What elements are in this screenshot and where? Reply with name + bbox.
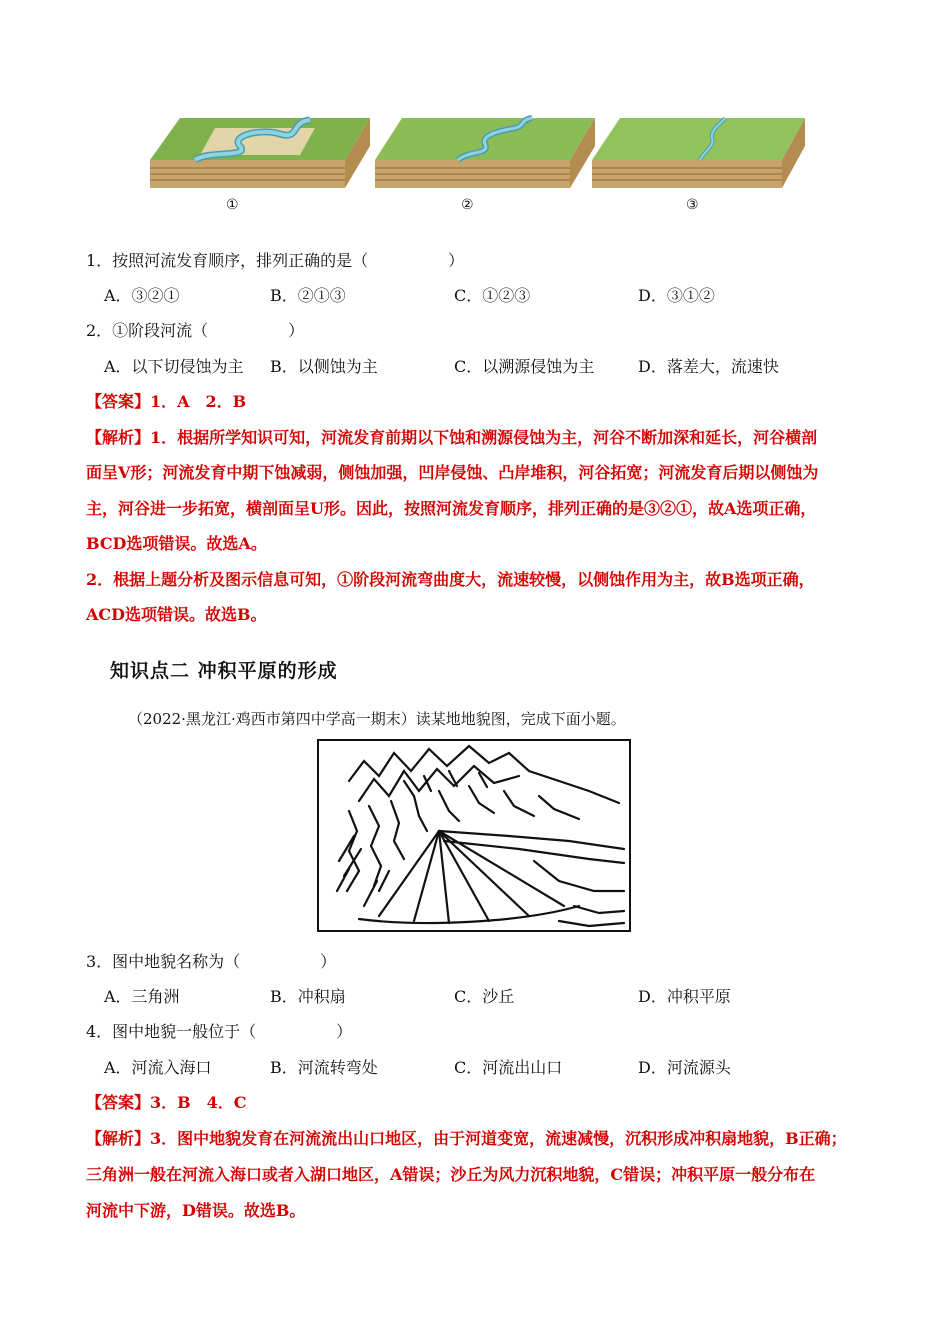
analysis-1-line-3: 主，河谷进一步拓宽，横剖面呈U形。因此，按照河流发育顺序，排列正确的是③②①，故A选项正确， [86, 499, 817, 518]
analysis-2-line-2: 三角洲一般在河流入海口或者入湖口地区，A错误；沙丘为风力沉积地貌，C错误；冲积平原一般分布在 [86, 1165, 816, 1184]
q4-option-b: B．河流转弯处 [270, 1058, 378, 1077]
question-1-stem: 1．按照河流发育顺序，排列正确的是（ ） [86, 251, 465, 270]
block-stage-2 [375, 118, 595, 188]
q3-option-a: A．三角洲 [104, 987, 180, 1006]
question-2-stem: 2．①阶段河流（ ） [86, 321, 305, 340]
alluvial-fan-figure [317, 739, 631, 932]
figure-label-2: ② [461, 197, 474, 213]
q1-option-b: B．②①③ [270, 286, 346, 305]
q4-option-a: A．河流入海口 [104, 1058, 212, 1077]
analysis-2-line-1: 【解析】3．图中地貌发育在河流流出山口地区，由于河道变宽，流速减慢，沉积形成冲积扇地貌，B正确； [86, 1129, 847, 1148]
figure-label-1: ① [226, 197, 239, 213]
analysis-1-line-6: ACD选项错误。故选B。 [86, 605, 267, 624]
q4-option-d: D．河流源头 [638, 1058, 731, 1077]
river-stages-figure [140, 110, 820, 220]
analysis-1-line-1: 【解析】1．根据所学知识可知，河流发育前期以下蚀和溯源侵蚀为主，河谷不断加深和延长，河谷横剖 [86, 428, 818, 447]
q1-option-d: D．③①② [638, 286, 715, 305]
answer-2: 【答案】3．B 4．C [86, 1093, 247, 1112]
question-4-stem: 4．图中地貌一般位于（ ） [86, 1022, 353, 1041]
q1-option-c: C．①②③ [454, 286, 531, 305]
block-stage-3 [592, 118, 805, 188]
q4-option-c: C．河流出山口 [454, 1058, 563, 1077]
analysis-1-line-4: BCD选项错误。故选A。 [86, 534, 267, 553]
q2-option-b: B．以侧蚀为主 [270, 357, 378, 376]
q3-option-d: D．冲积平原 [638, 987, 731, 1006]
alluvial-fan-sketch [319, 741, 629, 930]
q3-option-b: B．冲积扇 [270, 987, 346, 1006]
figure-label-3: ③ [686, 197, 699, 213]
q2-option-a: A．以下切侵蚀为主 [104, 357, 244, 376]
analysis-2-line-3: 河流中下游，D错误。故选B。 [86, 1201, 306, 1220]
analysis-1-line-2: 面呈V形；河流发育中期下蚀减弱，侧蚀加强，凹岸侵蚀、凸岸堆积，河谷拓宽；河流发育后期以侧蚀为 [86, 463, 819, 482]
analysis-1-line-5: 2．根据上题分析及图示信息可知，①阶段河流弯曲度大，流速较慢，以侧蚀作用为主，故B选项正确， [86, 570, 815, 589]
river-stages-illustration [140, 110, 820, 220]
q2-option-c: C．以溯源侵蚀为主 [454, 357, 595, 376]
source-note: （2022·黑龙江·鸡西市第四中学高一期末）读某地地貌图，完成下面小题。 [128, 710, 626, 728]
block-stage-1 [150, 118, 370, 188]
q3-option-c: C．沙丘 [454, 987, 515, 1006]
q2-option-d: D．落差大，流速快 [638, 357, 779, 376]
answer-1: 【答案】1．A 2．B [86, 392, 247, 411]
section-heading: 知识点二 冲积平原的形成 [110, 660, 338, 682]
q1-option-a: A．③②① [104, 286, 180, 305]
question-3-stem: 3．图中地貌名称为（ ） [86, 952, 337, 971]
